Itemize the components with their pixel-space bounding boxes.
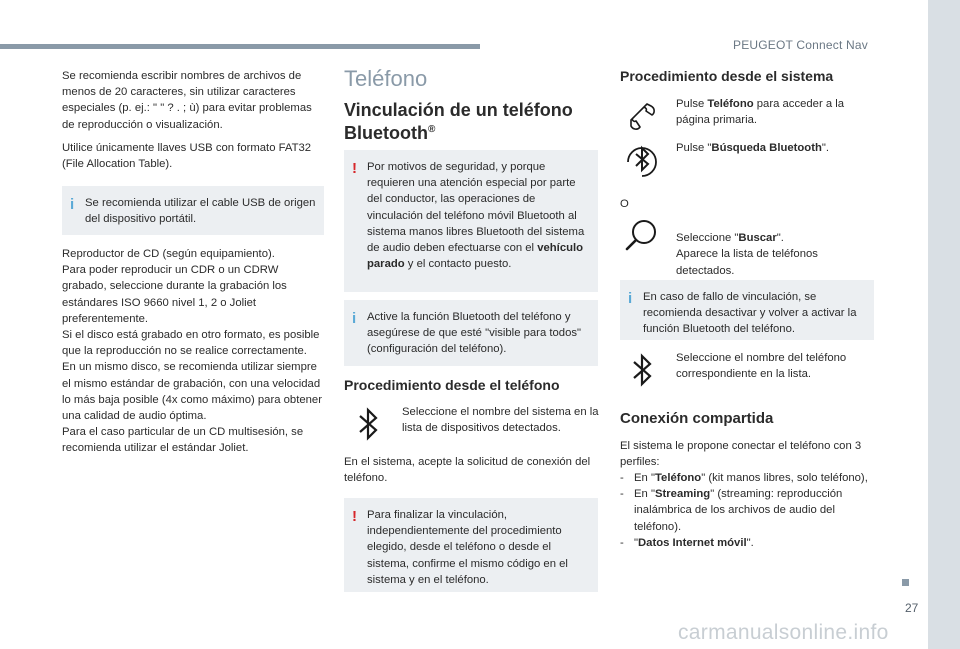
info-icon: i [628,290,633,307]
system-step-3-text: Seleccione "Buscar". Aparece la lista de teléfonos detectados. [676,232,818,277]
accept-request-text: En el sistema, acepte la solicitud de conexión del teléfono. [344,456,591,485]
bluetooth-visible-note [344,300,598,366]
code-confirm-warning [344,498,598,592]
section-title: Teléfono [344,66,428,91]
cd-player-advice: Reproductor de CD (según equipamiento). Para poder reproducir un CDR o un CDRW grabado, seleccione durante la grabación los estándares ISO 9660 nivel 1, 2 o Joliet preferentemente. Si el disco está grabado en otro formato, es posible que la reproducción no se realice correctamente. En un mismo disco, se recomienda utilizar siempre el mismo estándar de grabación, con una velocidad lo más baja posible (4x como máximo) para obtener una calidad de audio óptima. Para el caso particular de un CD multisesión, se recomienda utilizar el estándar Joliet. [62,248,322,455]
search-icon [622,214,662,254]
pairing-failure-note [620,280,874,340]
warning-icon: ! [352,160,357,177]
subsection-title: Vinculación de un teléfono Bluetooth® [344,100,573,143]
system-step-1-text: Pulse Teléfono para acceder a la página primaria. [676,98,845,127]
usb-format-advice: Utilice únicamente llaves USB con formato FAT32 (File Allocation Table). [62,142,312,171]
shared-connection-intro: El sistema le propone conectar el teléfono con 3 perfiles: [620,440,862,469]
filename-advice: Se recomienda escribir nombres de archivos de menos de 20 caracteres, sin utilizar caracteres especiales (p. ej.: " " ? . ; ù) para evitar problemas de reproducción o visualización. [62,70,312,131]
bluetooth-search-icon [622,140,662,180]
phone-procedure-title: Procedimiento desde el teléfono [344,377,560,393]
usb-cable-note [62,186,324,235]
list-item: - En "Teléfono" (kit manos libres, solo teléfono), [620,470,876,486]
page-number: 27 [905,601,919,615]
system-procedure-title: Procedimiento desde el sistema [620,68,834,84]
list-item: - "Datos Internet móvil". [620,535,876,551]
shared-connection-title: Conexión compartida [620,410,774,427]
warning-icon: ! [352,508,357,525]
profile-list [620,470,876,551]
watermark: carmanualsonline.info [678,621,889,644]
phone-step-1-text: Seleccione el nombre del sistema en la lista de dispositivos detectados. [402,406,599,435]
bluetooth-icon [622,350,662,390]
page-edge-strip [928,0,960,649]
usb-cable-note-text: Se recomienda utilizar el cable USB de origen del dispositivo portátil. [85,197,316,226]
phone-handset-icon [622,96,662,136]
bluetooth-visible-note-text: Active la función Bluetooth del teléfono y asegúrese de que esté "visible para todos" (configuración del teléfono). [367,311,582,356]
bluetooth-icon [348,404,388,444]
info-icon: i [70,196,75,213]
pairing-failure-note-text: En caso de fallo de vinculación, se recomienda desactivar y volver a activar la función Bluetooth del teléfono. [643,291,857,336]
system-step-4-text: Seleccione el nombre del teléfono correspondiente en la lista. [676,352,847,381]
safety-warning: ! Por motivos de seguridad, y porque requieren una atención especial por parte del conductor, las operaciones de vinculación del teléfono móvil Bluetooth al sistema manos libres Bluetooth del sistema de audio deben efectuarse con el vehículo parado y el contacto puesto. [344,150,598,292]
header-rule [0,44,480,49]
header-title: PEUGEOT Connect Nav [733,38,868,52]
list-item: - En "Streaming" (streaming: reproducción inalámbrica de los archivos de audio del teléfono). [620,486,876,535]
section-end-mark [902,579,909,586]
system-step-2-text: Pulse "Búsqueda Bluetooth". [676,142,830,154]
or-text: O [620,198,629,210]
info-icon: i [352,310,357,327]
code-confirm-warning-text: Para finalizar la vinculación, independientemente del procedimiento elegido, desde el teléfono o desde el sistema, confirme el mismo código en el sistema y en el teléfono. [367,509,568,586]
